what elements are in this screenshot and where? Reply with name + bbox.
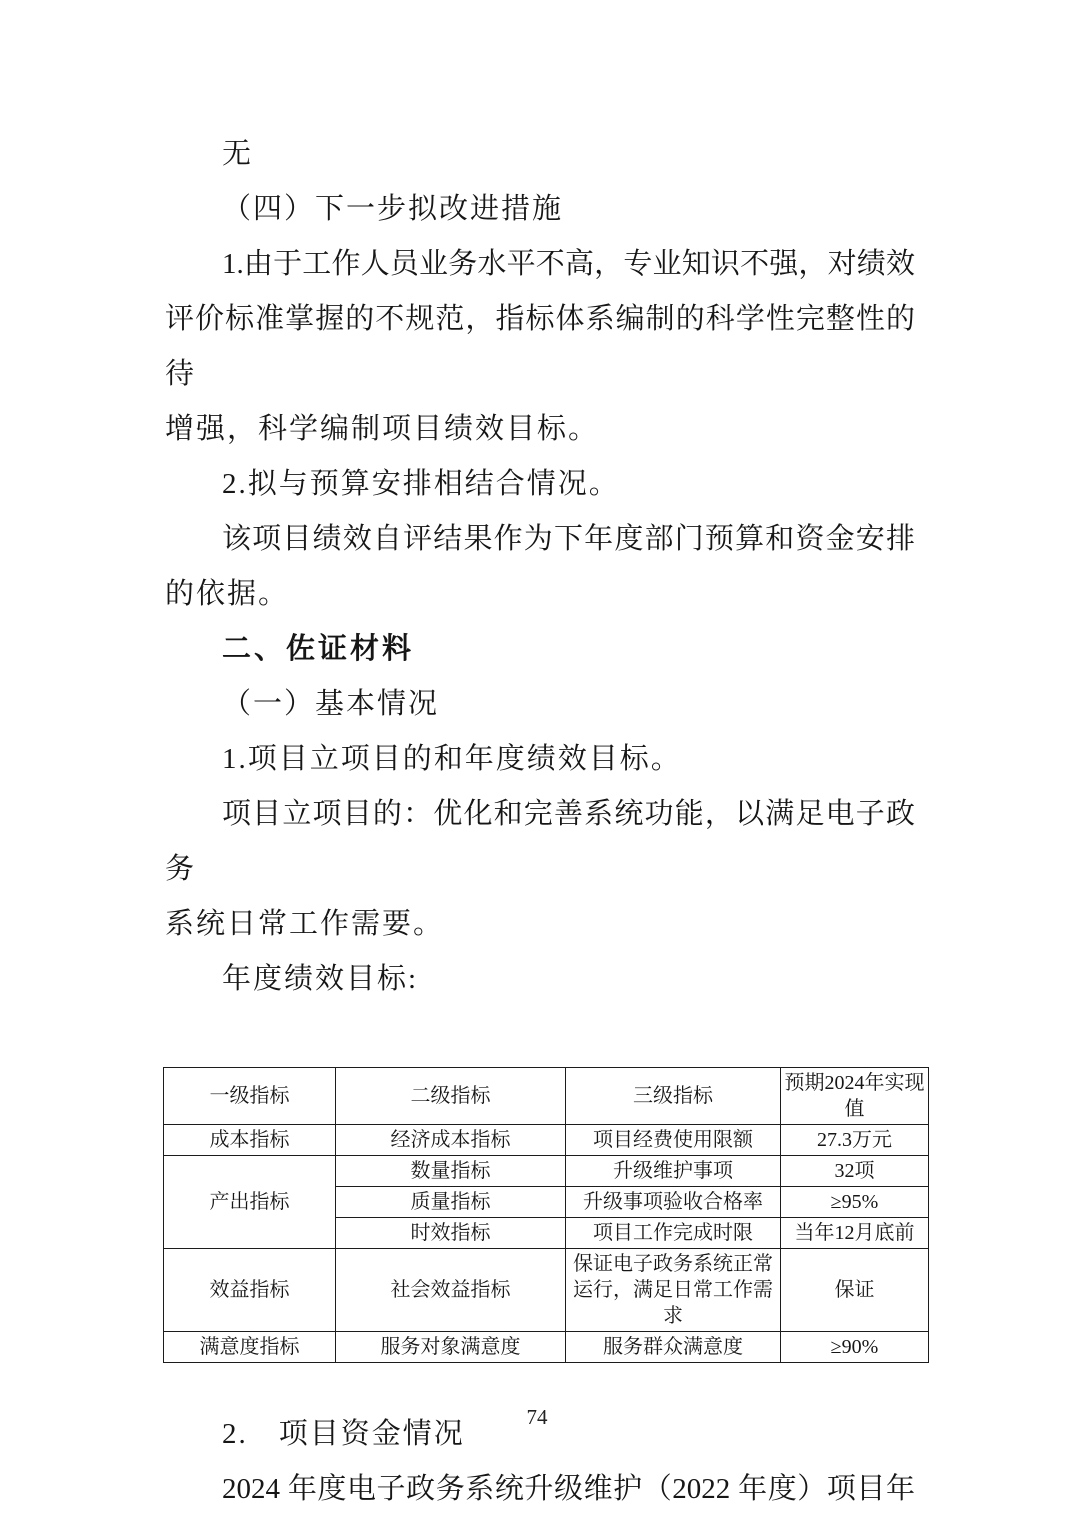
document-body xyxy=(165,127,925,1517)
table-row xyxy=(164,1332,929,1363)
page-number: 74 xyxy=(526,1405,548,1429)
table-cell: 效益指标 xyxy=(164,1249,336,1332)
column-header: 一级指标 xyxy=(164,1068,336,1125)
para-funding xyxy=(165,1462,915,1517)
table-cell: ≥95% xyxy=(781,1187,929,1218)
table-cell: 保证 xyxy=(781,1249,929,1332)
table-cell: 当年12月底前 xyxy=(781,1218,929,1249)
text-line: 2. 项目资金情况 xyxy=(222,1418,465,1450)
para-project-purpose xyxy=(165,787,915,952)
table-header-row xyxy=(164,1068,929,1125)
column-header: 三级指标 xyxy=(566,1068,781,1125)
text-line: 2024 年度电子政务系统升级维护（2022 年度）项目年 xyxy=(222,1473,915,1505)
table-cell: 时效指标 xyxy=(336,1218,566,1249)
text-line: （四）下一步拟改进措施 xyxy=(222,193,564,225)
table-cell: 27.3万元 xyxy=(781,1125,929,1156)
table-cell: 服务群众满意度 xyxy=(566,1332,781,1363)
table-row xyxy=(164,1125,929,1156)
table-cell: 产出指标 xyxy=(164,1156,336,1249)
para-annual-target xyxy=(165,952,915,1007)
table-cell: 经济成本指标 xyxy=(336,1125,566,1156)
table-cell: 社会效益指标 xyxy=(336,1249,566,1332)
table-cell: 质量指标 xyxy=(336,1187,566,1218)
column-header: 二级指标 xyxy=(336,1068,566,1125)
text-line: 1.项目立项目的和年度绩效目标。 xyxy=(222,743,682,775)
text-line: 年度绩效目标: xyxy=(222,963,419,995)
text-line: 无 xyxy=(222,138,254,170)
text-line: 增强，科学编制项目绩效目标。 xyxy=(165,413,600,445)
heading-subsection-1 xyxy=(165,677,915,732)
para-improvement-2 xyxy=(165,457,915,512)
text-line: 2.拟与预算安排相结合情况。 xyxy=(222,468,620,500)
para-none xyxy=(165,127,915,182)
table-cell: 数量指标 xyxy=(336,1156,566,1187)
table-cell: 升级维护事项 xyxy=(566,1156,781,1187)
table-cell: 保证电子政务系统正常运行，满足日常工作需求 xyxy=(566,1249,781,1332)
text-line: 项目立项目的：优化和完善系统功能，以满足电子政务 xyxy=(165,798,915,885)
column-header: 预期2024年实现值 xyxy=(781,1068,929,1125)
table-row xyxy=(164,1249,929,1332)
text-line: 1.由于工作人员业务水平不高，专业知识不强，对绩效 xyxy=(222,248,915,280)
text-line: 该项目绩效自评结果作为下年度部门预算和资金安排 xyxy=(222,523,915,555)
heading-section-2 xyxy=(165,622,915,677)
section-heading: 二、佐证材料 xyxy=(222,633,415,665)
para-item-1 xyxy=(165,732,915,787)
text-line: 的依据。 xyxy=(165,578,290,610)
heading-section-4 xyxy=(165,182,915,237)
text-line: 评价标准掌握的不规范，指标体系编制的科学性完整性的待 xyxy=(165,303,915,390)
text-line: 系统日常工作需要。 xyxy=(165,908,445,940)
table-cell: ≥90% xyxy=(781,1332,929,1363)
para-budget-link xyxy=(165,512,915,622)
table-cell: 32项 xyxy=(781,1156,929,1187)
performance-target-table xyxy=(163,1067,929,1363)
table-cell: 升级事项验收合格率 xyxy=(566,1187,781,1218)
text-line: （一）基本情况 xyxy=(222,688,440,720)
para-improvement-1 xyxy=(165,237,915,457)
table-cell: 服务对象满意度 xyxy=(336,1332,566,1363)
table-cell: 项目经费使用限额 xyxy=(566,1125,781,1156)
table-cell: 满意度指标 xyxy=(164,1332,336,1363)
table-cell: 项目工作完成时限 xyxy=(566,1218,781,1249)
table-row xyxy=(164,1156,929,1187)
table-cell: 成本指标 xyxy=(164,1125,336,1156)
